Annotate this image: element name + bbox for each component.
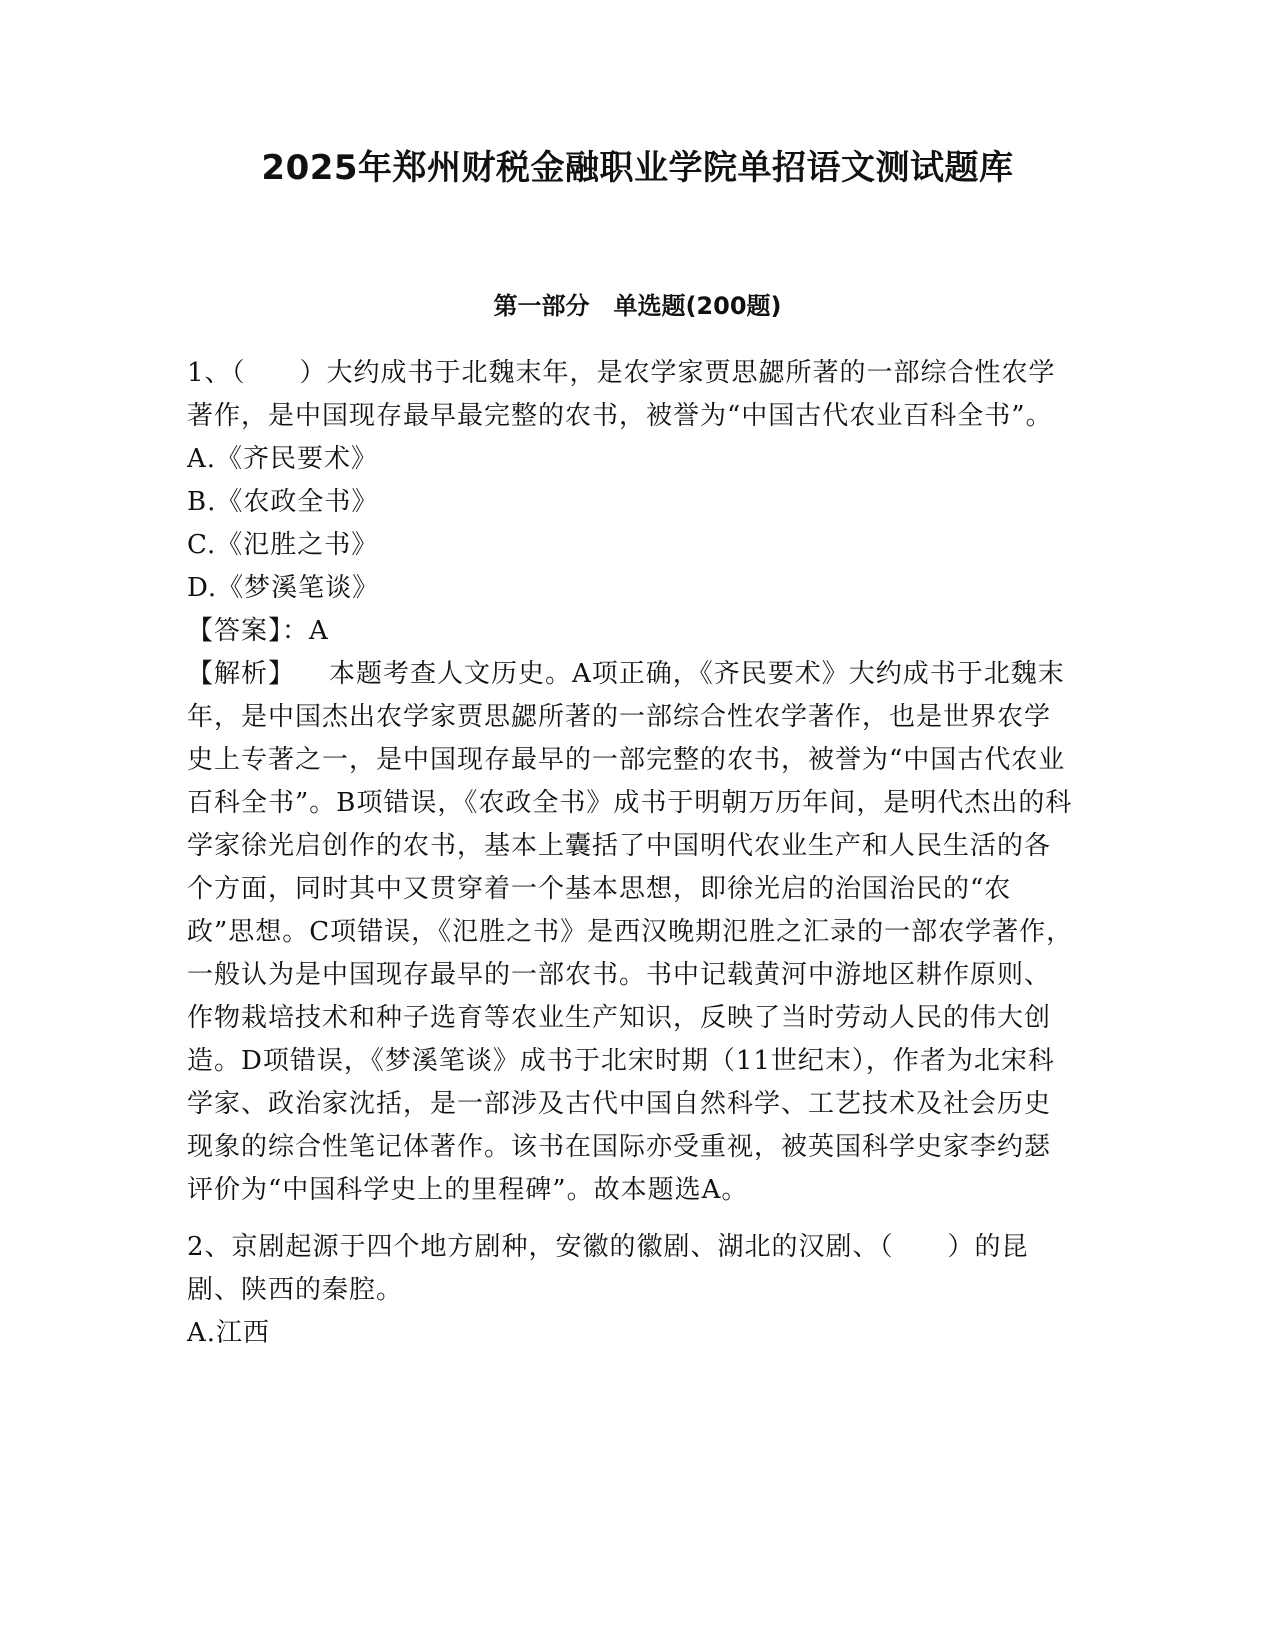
option-b: B.《农政全书》	[187, 487, 379, 517]
question-stem: 1、（ ）大约成书于北魏末年，是农学家贾思勰所著的一部综合性农学著作，是中国现存最早最完整的农书，被誉为“中国古代农业百科全书”。	[187, 358, 1056, 431]
option-a: A.江西	[187, 1318, 271, 1348]
option-d: D.《梦溪笔谈》	[187, 573, 380, 603]
analysis-label: 【解析】	[187, 659, 296, 689]
question-1	[187, 352, 1077, 1212]
answer-label: 【答案】：	[187, 616, 310, 646]
section-title: 第一部分 单选题(200题)	[493, 292, 782, 320]
option-a: A.《齐民要术》	[187, 444, 379, 474]
question-list	[187, 352, 1077, 1363]
question-2	[187, 1226, 1077, 1355]
answer-line	[187, 610, 1077, 653]
analysis-line	[187, 653, 1077, 1212]
question-stem: 2、京剧起源于四个地方剧种，安徽的徽剧、湖北的汉剧、（ ）的昆剧、陕西的秦腔。	[187, 1232, 1029, 1305]
answer-value: A	[309, 616, 329, 646]
page-title: 2025年郑州财税金融职业学院单招语文测试题库	[261, 148, 1014, 188]
option-c: C.《氾胜之书》	[187, 530, 379, 560]
analysis-text: 本题考查人文历史。A项正确，《齐民要术》大约成书于北魏末年，是中国杰出农学家贾思勰所著的一部综合性农学著作，也是世界农学史上专著之一，是中国现存最早的一部完整的农书，被誉为“中国古代农业百科全书”。B项错误，《农政全书》成书于明朝万历年间，是明代杰出的科学家徐光启创作的农书，基本上囊括了中国明代农业生产和人民生活的各个方面，同时其中又贯穿着一个基本思想，即徐光启的治国治民的“农政”思想。C项错误，《氾胜之书》是西汉晚期氾胜之汇录的一部农学著作，一般认为是中国现存最早的一部农书。书中记载黄河中游地区耕作原则、作物栽培技术和种子选育等农业生产知识，反映了当时劳动人民的伟大创造。D项错误，《梦溪笔谈》成书于北宋时期（11世纪末），作者为北宋科学家、政治家沈括，是一部涉及古代中国自然科学、工艺技术及社会历史现象的综合性笔记体著作。该书在国际亦受重视，被英国科学史家李约瑟评价为“中国科学史上的里程碑”。故本题选A。	[187, 659, 1074, 1205]
